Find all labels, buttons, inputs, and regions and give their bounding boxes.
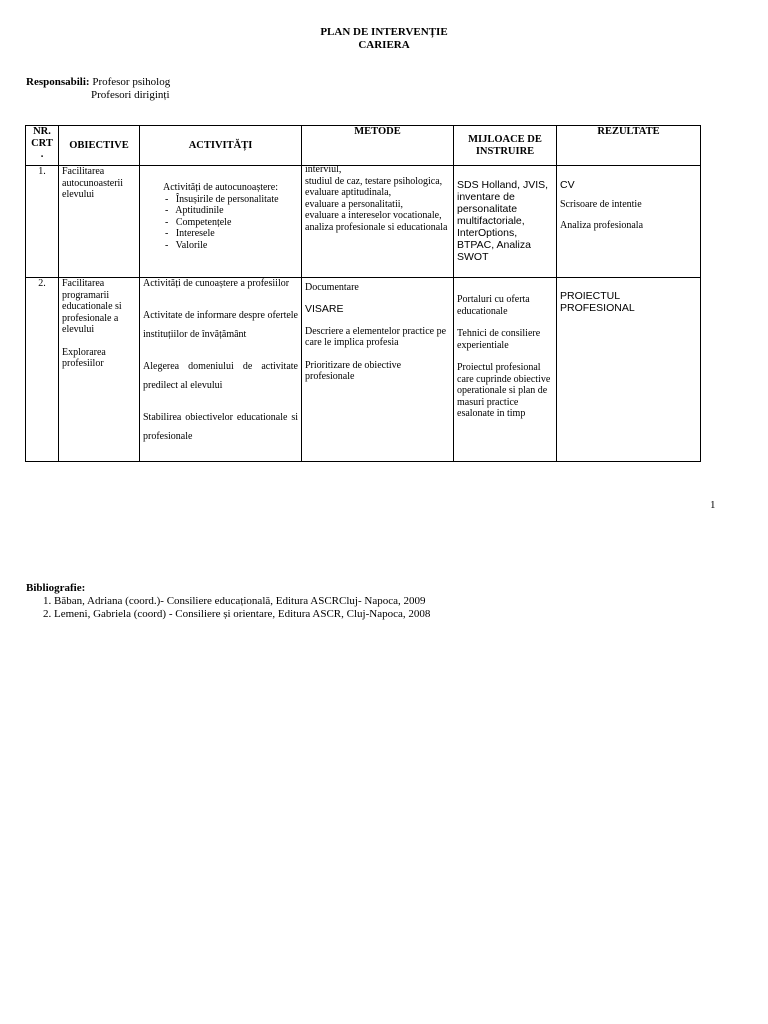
row1-means: SDS Holland, JVIS, inventare de personalitate multifactoriale, InterOptions, BTPAC, Analiza SWOT bbox=[454, 166, 557, 278]
header-activities: ACTIVITĂȚI bbox=[140, 126, 302, 166]
list-item: - Aptitudinile bbox=[165, 205, 298, 217]
list-item: 1. Băban, Adriana (coord.)- Consiliere educațională, Editura ASCRCluj- Napoca, 2009 bbox=[54, 595, 430, 608]
row1-nr: 1. bbox=[26, 166, 59, 278]
list-item: - Competențele bbox=[165, 217, 298, 229]
list-item: - Valorile bbox=[165, 240, 298, 252]
intervention-table bbox=[25, 125, 701, 462]
row2-methods: Documentare VISARE Descriere a elementelor practice pe care le implica profesia Prioritizare de obiective profesionale bbox=[302, 278, 454, 462]
list-item: - Însușirile de personalitate bbox=[165, 194, 298, 206]
list-item: - Interesele bbox=[165, 228, 298, 240]
header-means: MIJLOACE DE INSTRUIRE bbox=[454, 126, 557, 166]
document-header bbox=[0, 26, 768, 52]
header-results: REZULTATE bbox=[557, 126, 701, 166]
row1-activity-list bbox=[143, 194, 298, 252]
row2-means: Portaluri cu oferta educationale Tehnici de consiliere experientiale Proiectul profesional care cuprinde obiective operationale si plan de masuri practice esalonate in timp bbox=[454, 278, 557, 462]
row1-methods: interviul, studiul de caz, testare psihologica, evaluare aptitudinala, evaluare a personalitatii, evaluare a intereselor vocationale, analiza profesionale si educationala bbox=[302, 166, 454, 278]
row1-results: CV Scrisoare de intentie Analiza profesionala bbox=[557, 166, 701, 278]
document-title: PLAN DE INTERVENȚIE bbox=[320, 26, 448, 38]
bibliography-list bbox=[26, 595, 430, 621]
header-objective: OBIECTIVE bbox=[59, 126, 140, 166]
row1-objective: Facilitarea autocunoasterii elevului bbox=[59, 166, 140, 278]
row1-activity-intro: Activități de autocunoaștere: bbox=[163, 182, 278, 193]
row2-activities: Activități de cunoaștere a profesiilor Activitate de informare despre ofertele instituțiilor de învățământ Alegerea domeniului de activitate predilect al elevului Stabilirea obiectivelor educationale si profesionale bbox=[140, 278, 302, 462]
row2-results: PROIECTUL PROFESIONAL bbox=[557, 278, 701, 462]
document-subtitle: CARIERA bbox=[358, 39, 410, 51]
row1-activities bbox=[140, 166, 302, 278]
responsible-second: Profesori diriginți bbox=[91, 89, 170, 101]
bibliography-title: Bibliografie: bbox=[26, 582, 86, 594]
responsible-block bbox=[26, 76, 170, 102]
responsible-label: Responsabili: bbox=[26, 76, 90, 88]
responsible-first: Profesor psiholog bbox=[92, 76, 171, 88]
list-item: 2. Lemeni, Gabriela (coord) - Consiliere și orientare, Editura ASCR, Cluj-Napoca, 2008 bbox=[54, 608, 430, 621]
row2-nr: 2. bbox=[26, 278, 59, 462]
table-row bbox=[26, 166, 701, 278]
table-row bbox=[26, 278, 701, 462]
header-methods: METODE bbox=[302, 126, 454, 166]
bibliography bbox=[26, 582, 430, 621]
row2-objective: Facilitarea programarii educationale si profesionale a elevului Explorarea profesiilor bbox=[59, 278, 140, 462]
page-number: 1 bbox=[710, 499, 716, 511]
table-header-row bbox=[26, 126, 701, 166]
header-nr: NR. CRT . bbox=[26, 126, 59, 166]
